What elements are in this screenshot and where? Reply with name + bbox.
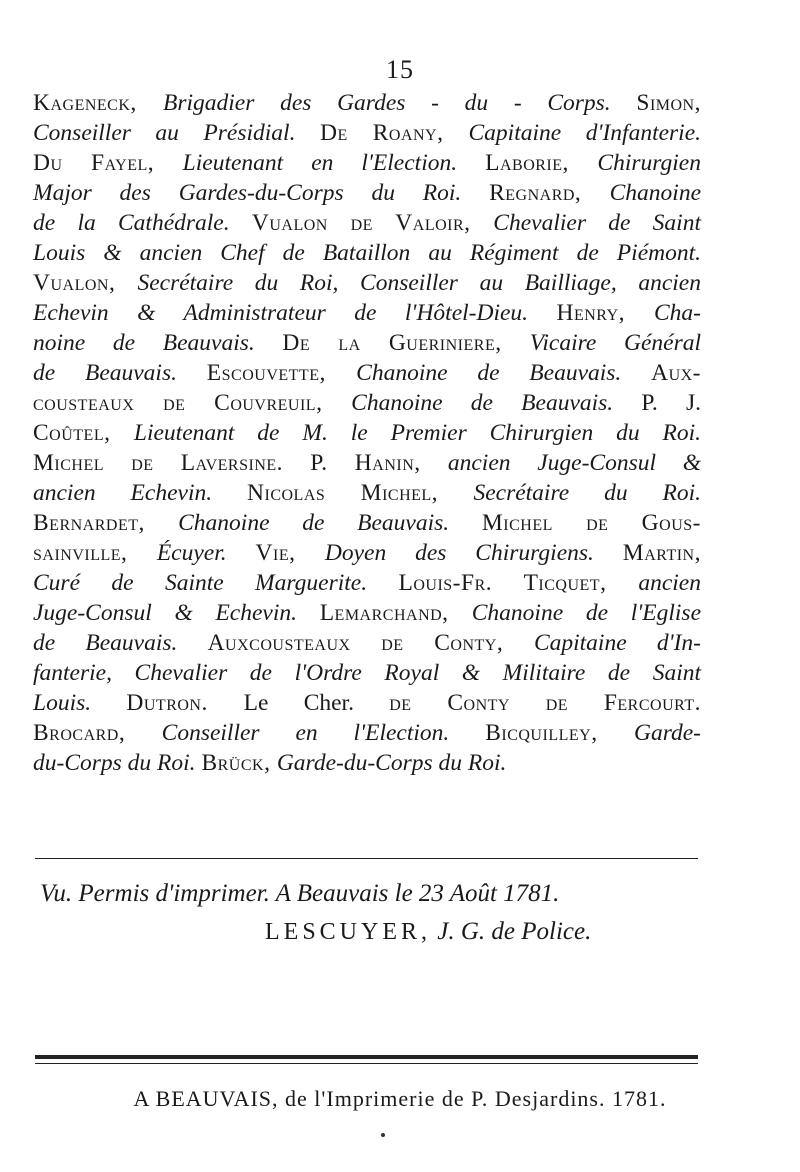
separator-rule xyxy=(35,858,698,859)
text-segment: Doyen des Chirurgiens. xyxy=(324,540,623,566)
text-segment: sainville, xyxy=(33,540,157,566)
permit-signature xyxy=(265,918,591,946)
text-line xyxy=(33,118,701,148)
text-segment: Conseiller en l'Election. xyxy=(161,720,486,746)
text-segment: Henry, xyxy=(556,300,654,326)
text-segment: Louis-Fr. Ticquet, xyxy=(398,570,639,596)
text-segment: Secrétaire du Roi. xyxy=(473,480,701,506)
text-line xyxy=(33,568,701,598)
text-segment: Curé de Sainte Marguerite. xyxy=(33,570,399,596)
text-segment: Major des Gardes-du-Corps du Roi. xyxy=(33,180,490,206)
text-segment: P. Hanin, xyxy=(310,450,448,476)
text-segment: Auxcousteaux de Conty, xyxy=(207,630,534,656)
text-segment: Vualon de Valoir, xyxy=(251,210,494,236)
text-segment: Chanoine xyxy=(609,180,701,206)
text-segment: de Beauvais. xyxy=(33,630,208,656)
text-line xyxy=(33,658,701,688)
text-segment: Capitaine d'Infanterie. xyxy=(468,120,702,146)
text-segment: Laborie, xyxy=(485,150,598,176)
text-segment: Brigadier des Gardes - du - Corps. xyxy=(162,90,637,116)
text-line xyxy=(33,298,701,328)
text-segment: de Beauvais. xyxy=(33,360,207,386)
text-segment: Louis. xyxy=(33,690,127,716)
text-line xyxy=(33,448,701,478)
text-segment: Du Fayel, xyxy=(33,150,183,176)
text-segment: Cha- xyxy=(653,300,701,326)
text-segment: Regnard, xyxy=(489,180,610,206)
text-segment: Nicolas Michel, xyxy=(247,480,474,506)
text-segment: Chanoine de Beauvais. xyxy=(178,510,482,536)
text-line xyxy=(33,418,701,448)
text-segment: de Conty de Fercourt. xyxy=(389,690,701,716)
footer-thin-rule xyxy=(35,1063,698,1064)
text-segment: Vie, xyxy=(255,540,325,566)
text-line xyxy=(33,358,701,388)
text-segment: Écuyer. xyxy=(156,540,256,566)
text-line xyxy=(33,268,701,298)
text-line xyxy=(33,88,701,118)
ink-dot xyxy=(381,1133,385,1137)
text-line xyxy=(33,328,701,358)
text-segment: Garde-du-Corps du Roi. xyxy=(276,750,507,776)
text-segment: De la Gueriniere, xyxy=(282,330,530,356)
permit-name: LESCUYER, xyxy=(265,919,432,945)
text-line xyxy=(33,178,701,208)
text-segment: ancien xyxy=(638,570,701,596)
text-segment: Kageneck, xyxy=(33,90,163,116)
body-text xyxy=(33,88,701,778)
text-segment: fanterie, Chevalier de l'Ordre Royal & Militaire de Saint xyxy=(33,660,701,686)
text-line xyxy=(33,628,701,658)
text-line xyxy=(33,508,701,538)
text-segment: Chanoine de l'Eglise xyxy=(471,600,701,626)
text-segment: Martin, xyxy=(622,540,701,566)
text-segment: Le Cher. xyxy=(243,690,390,716)
page-number: 15 xyxy=(386,55,414,84)
text-line xyxy=(33,598,701,628)
text-segment: Escouvette, xyxy=(206,360,357,386)
text-segment: Louis & ancien Chef de Bataillon au Régiment de Piémont. xyxy=(33,240,701,266)
text-segment: Chirurgien xyxy=(597,150,701,176)
text-segment: Vualon, xyxy=(33,270,138,296)
text-line xyxy=(33,208,701,238)
text-line xyxy=(33,688,701,718)
text-line xyxy=(33,748,701,778)
text-segment: de la Cathédrale. xyxy=(33,210,252,236)
text-line xyxy=(33,238,701,268)
text-segment: Bernardet, xyxy=(33,510,179,536)
permit-title: J. G. de Police. xyxy=(431,918,592,945)
text-segment: Echevin & Administrateur de l'Hôtel-Dieu. xyxy=(33,300,557,326)
text-segment: ancien Echevin. xyxy=(33,480,248,506)
text-segment: noine de Beauvais. xyxy=(33,330,283,356)
text-segment: Lieutenant en l'Election. xyxy=(182,150,486,176)
text-segment: Chevalier de Saint xyxy=(493,210,701,236)
text-segment: Juge-Consul & Echevin. xyxy=(33,600,320,626)
text-segment: Michel de Laversine. xyxy=(33,450,311,476)
text-segment: Michel de Gous- xyxy=(481,510,701,536)
text-segment: Bicquilley, xyxy=(485,720,634,746)
text-line xyxy=(33,388,701,418)
text-line xyxy=(33,148,701,178)
text-segment: Coûtel, xyxy=(33,420,134,446)
text-segment: Dutron. xyxy=(126,690,244,716)
text-line xyxy=(33,538,701,568)
text-segment: Aux- xyxy=(651,360,701,386)
text-segment: Garde- xyxy=(633,720,701,746)
imprint-line: A BEAUVAIS, de l'Imprimerie de P. Desjardins. 1781. xyxy=(133,1086,667,1111)
text-segment: Lemarchand, xyxy=(319,600,472,626)
text-segment: De Roany, xyxy=(319,120,469,146)
text-line xyxy=(33,478,701,508)
footer-thick-rule xyxy=(35,1055,698,1059)
permit-line: Vu. Permis d'imprimer. A Beauvais le 23 Août 1781. xyxy=(40,880,560,907)
text-segment: cousteaux de Couvreuil, xyxy=(33,390,352,416)
text-segment: Simon, xyxy=(636,90,701,116)
text-segment: Brocard, xyxy=(33,720,162,746)
text-segment: Conseiller au Présidial. xyxy=(33,120,320,146)
text-segment: Secrétaire du Roi, Conseiller au Bailliage, ancien xyxy=(137,270,701,296)
text-segment: P. J. xyxy=(641,390,701,416)
text-line xyxy=(33,718,701,748)
text-segment: ancien Juge-Consul & xyxy=(447,450,701,476)
text-segment: Chanoine de Beauvais. xyxy=(356,360,652,386)
text-segment: Capitaine d'In- xyxy=(533,630,701,656)
text-segment: Chanoine de Beauvais. xyxy=(351,390,642,416)
text-segment: Brück, xyxy=(201,750,277,776)
text-segment: Lieutenant de M. le Premier Chirurgien du Roi. xyxy=(133,420,701,446)
text-segment: Vicaire Général xyxy=(529,330,702,356)
text-segment: du-Corps du Roi. xyxy=(33,750,202,776)
